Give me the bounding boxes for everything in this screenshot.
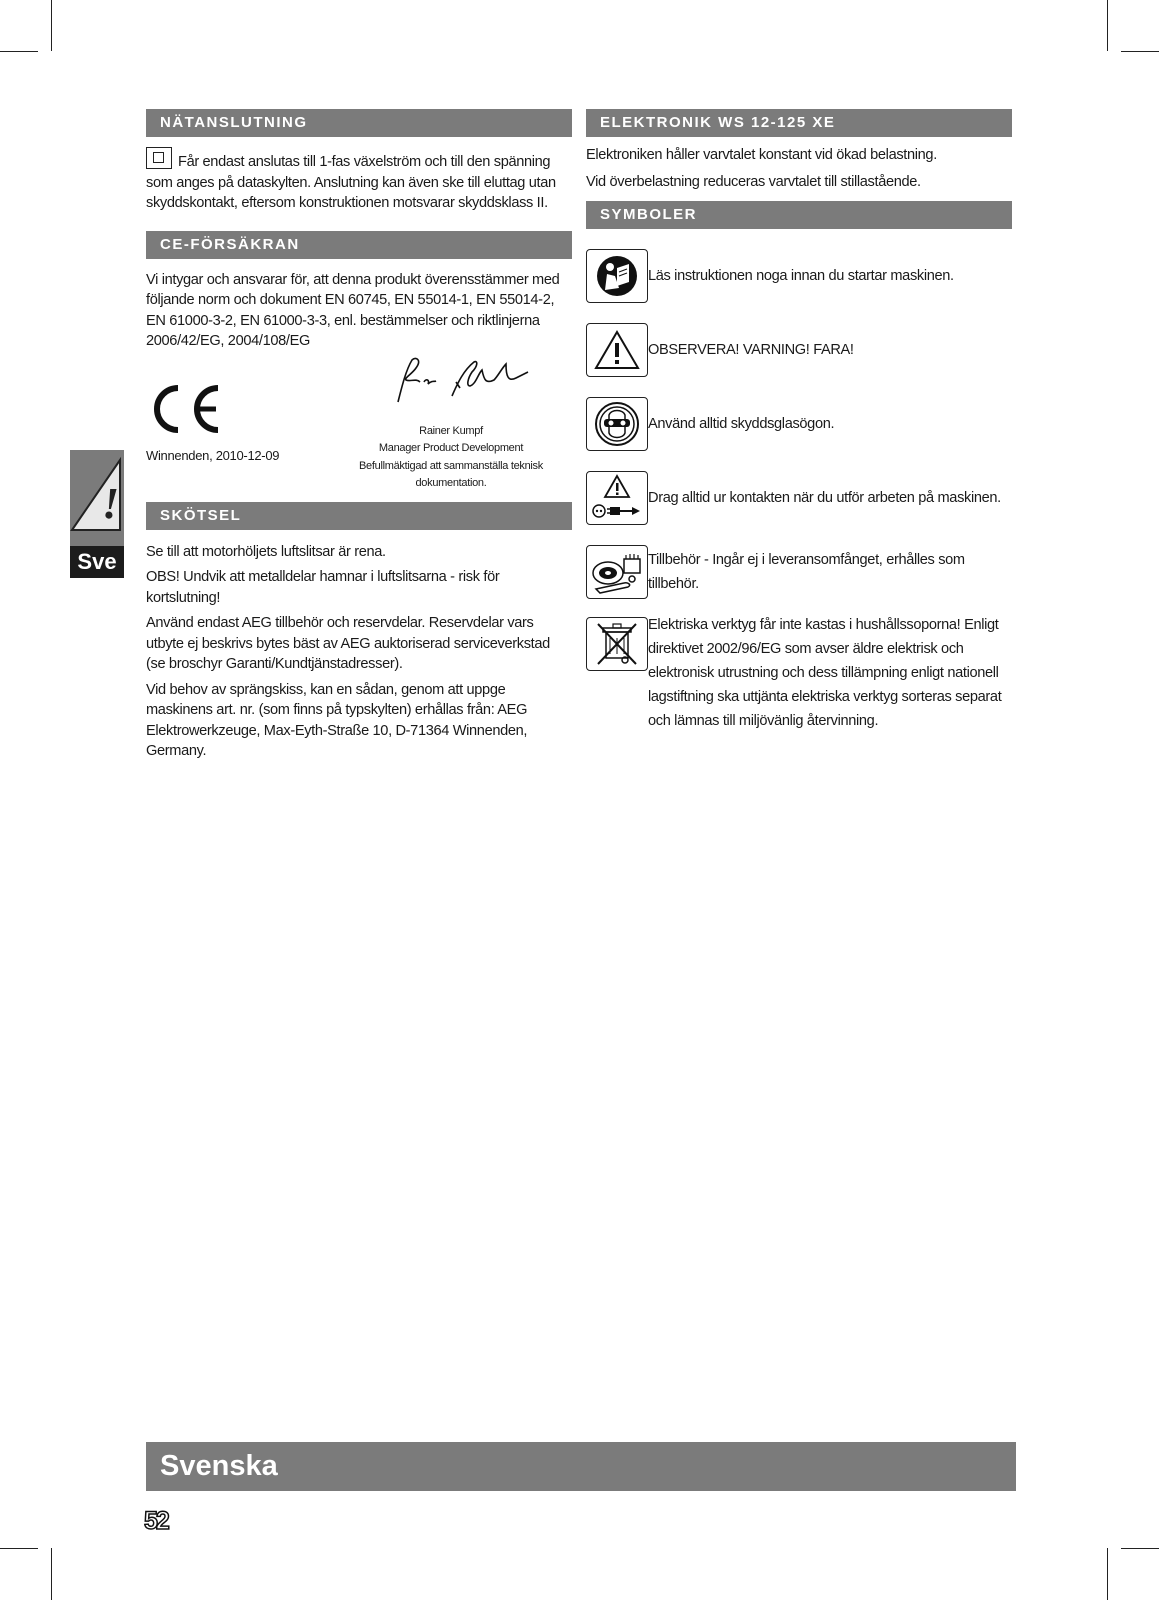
symbol-text: Tillbehör - Ingår ej i leveransomfånget, erhålles som tillbehör. [648,552,965,592]
right-column [586,109,1012,733]
crop-mark [1107,1548,1108,1600]
svg-text:!: ! [102,479,120,528]
natanslutning-paragraph: Får endast anslutas till 1-fas växelström och till den spänning som anges på dataskylten. Anslutning kan även ske till eluttag utan skyddskontakt, eftersom konstruktionen motsvarar skyddsklass II. [146,147,572,214]
ce-paragraph: Vi intygar och ansvarar för, att denna produkt överensstämmer med följande norm och dokument EN 60745, EN 55014-1, EN 55014-2, EN 61000-3-2, EN 61000-3-3, enl. bestämmelser och riktlinjerna 2006/42/EG, 2004/108/EG [146,271,560,349]
ce-declaration-block [146,352,572,512]
crop-mark [1121,51,1159,52]
symbol-row [586,617,1012,733]
warning-icon [586,323,648,377]
crop-mark [1121,1548,1159,1549]
section-heading-ce: CE-FÖRSÄKRAN [146,231,572,259]
skotsel-paragraph: Se till att motorhöljets luftslitsar är rena. [146,543,386,560]
elektronik-paragraph: Elektroniken håller varvtalet konstant vid ökad belastning. [586,147,937,163]
symbol-text: Drag alltid ur kontakten när du utför arbeten på maskinen. [648,489,1001,506]
crop-mark [0,1548,38,1549]
section-heading-skotsel: SKÖTSEL [146,502,572,530]
symbol-text: Använd alltid skyddsglasögon. [648,415,835,432]
skotsel-paragraph: Använd endast AEG tillbehör och reservdelar. Reservdelar vars utbyte ej beskrivs bytes bäst av AEG auktoriserad serviceverkstad (se broschyr Garanti/Kundtjänstadresser). [146,615,550,672]
safety-goggles-icon [586,397,648,451]
page-number: 52 [144,1507,168,1535]
signature [386,352,536,408]
signer-block [346,423,556,493]
weee-bin-icon [586,617,648,671]
language-side-tab [70,450,124,578]
symbol-row [586,471,1012,525]
crop-mark [51,0,52,51]
section-heading-elektronik: ELEKTRONIK WS 12-125 XE [586,109,1012,137]
symbol-text: OBSERVERA! VARNING! FARA! [648,341,854,358]
signer-name: Rainer Kumpf [419,424,483,437]
place-date: Winnenden, 2010-12-09 [146,447,280,463]
skotsel-paragraph: Vid behov av sprängskiss, kan en sådan, genom att uppge maskinens art. nr. (som finns på typskylten) erhållas från: AEG Elektrowerkzeuge, Max-Eyth-Straße 10, D-71364 Winnenden, Germany. [146,681,528,759]
crop-mark [1107,0,1108,51]
signer-title: Manager Product Development [378,442,524,454]
language-tab-label: Sve [70,546,124,578]
elektronik-paragraph: Vid överbelastning reduceras varvtalet till stillastående. [586,173,921,190]
section-heading-symboler: SYMBOLER [586,201,1012,229]
ce-mark-icon [148,382,224,436]
read-manual-icon [586,249,648,303]
protection-class-ii-icon [146,147,172,169]
unplug-icon [586,471,648,525]
symbol-text: Läs instruktionen noga innan du startar maskinen. [648,267,954,284]
accessory-icon [586,545,648,599]
section-heading-natanslutning: NÄTANSLUTNING [146,109,572,137]
symbol-row [586,249,1012,303]
crop-mark [51,1548,52,1600]
left-column [146,109,572,762]
signer-note: Befullmäktigad att sammanställa teknisk dokumentation. [359,459,543,489]
crop-mark [0,51,38,52]
skotsel-paragraph: OBS! Undvik att metalldelar hamnar i luftslitsarna - risk för kortslutning! [146,569,500,606]
symbol-row [586,323,1012,377]
caution-triangle-icon [70,450,124,546]
symbol-text: Elektriska verktyg får inte kastas i hushållssoporna! Enligt direktivet 2002/96/EG som avser äldre elektrisk och elektronisk utrustning och dess tillämpning enligt nationell lagstiftning ska uttjänta elektriska verktyg sorteras separat och lämnas till miljövänlig återvinning. [648,617,1002,729]
symbol-row [586,397,1012,451]
language-footer-bar: Svenska [146,1442,1016,1491]
symbol-row [586,545,1012,599]
